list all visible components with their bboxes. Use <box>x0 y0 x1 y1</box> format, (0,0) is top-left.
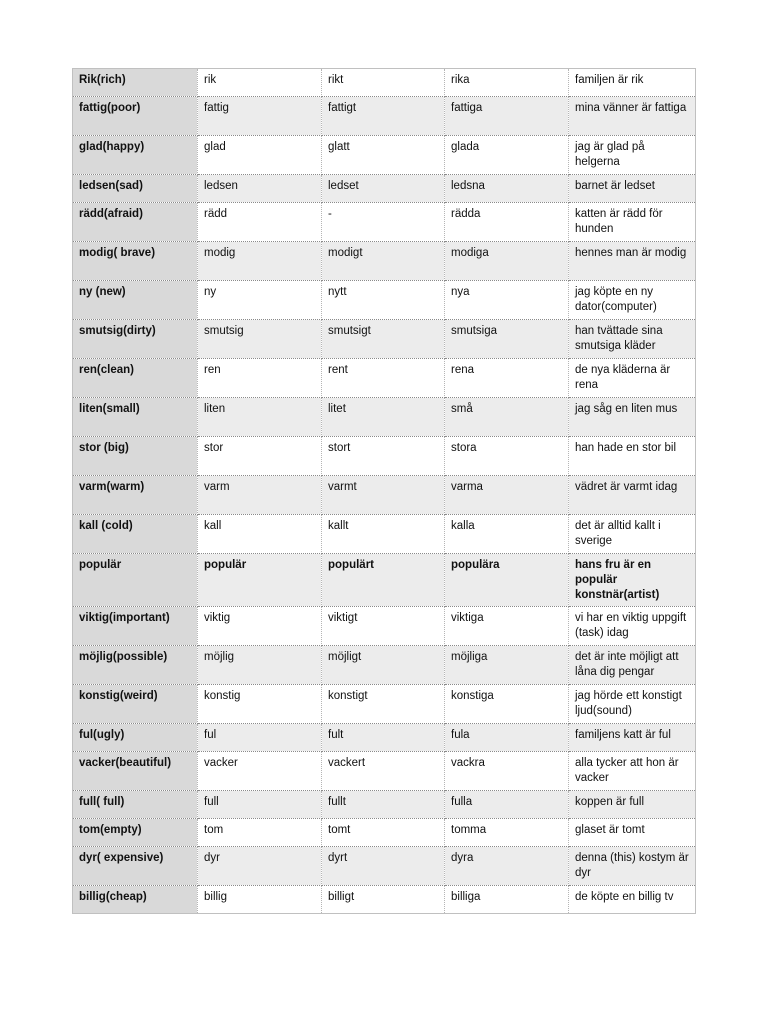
table-row <box>73 847 696 886</box>
example-sentence-cell: hennes man är modig <box>569 242 696 281</box>
adjective-cell: vacker(beautiful) <box>73 752 198 791</box>
plural-form-cell: möjliga <box>445 646 569 685</box>
adjective-cell: viktig(important) <box>73 607 198 646</box>
table-row <box>73 69 696 97</box>
table-row <box>73 359 696 398</box>
example-sentence-cell: familjens katt är ful <box>569 724 696 752</box>
plural-form-cell: vackra <box>445 752 569 791</box>
table-row <box>73 607 696 646</box>
adjective-cell: konstig(weird) <box>73 685 198 724</box>
example-sentence-cell: familjen är rik <box>569 69 696 97</box>
table-row <box>73 136 696 175</box>
plural-form-cell: stora <box>445 437 569 476</box>
plural-form-cell: populära <box>445 554 569 607</box>
ett-form-cell: varmt <box>322 476 445 515</box>
adjective-cell: dyr( expensive) <box>73 847 198 886</box>
en-form-cell: ny <box>198 281 322 320</box>
example-sentence-cell: jag är glad på helgerna <box>569 136 696 175</box>
table-row <box>73 242 696 281</box>
en-form-cell: full <box>198 791 322 819</box>
table-row <box>73 724 696 752</box>
plural-form-cell: viktiga <box>445 607 569 646</box>
en-form-cell: ren <box>198 359 322 398</box>
adjective-cell: kall (cold) <box>73 515 198 554</box>
table-row <box>73 175 696 203</box>
example-sentence-cell: koppen är full <box>569 791 696 819</box>
ett-form-cell: smutsigt <box>322 320 445 359</box>
adjective-cell: tom(empty) <box>73 819 198 847</box>
en-form-cell: glad <box>198 136 322 175</box>
plural-form-cell: fulla <box>445 791 569 819</box>
plural-form-cell: rädda <box>445 203 569 242</box>
adjective-cell: ny (new) <box>73 281 198 320</box>
adjective-cell: ledsen(sad) <box>73 175 198 203</box>
plural-form-cell: dyra <box>445 847 569 886</box>
ett-form-cell: modigt <box>322 242 445 281</box>
plural-form-cell: konstiga <box>445 685 569 724</box>
en-form-cell: konstig <box>198 685 322 724</box>
en-form-cell: stor <box>198 437 322 476</box>
adjective-cell: smutsig(dirty) <box>73 320 198 359</box>
example-sentence-cell: katten är rädd för hunden <box>569 203 696 242</box>
plural-form-cell: fattiga <box>445 97 569 136</box>
en-form-cell: fattig <box>198 97 322 136</box>
table-row <box>73 320 696 359</box>
adjective-cell: populär <box>73 554 198 607</box>
example-sentence-cell: det är inte möjligt att låna dig pengar <box>569 646 696 685</box>
adjective-cell: fattig(poor) <box>73 97 198 136</box>
adjective-cell: modig( brave) <box>73 242 198 281</box>
table-row <box>73 97 696 136</box>
plural-form-cell: små <box>445 398 569 437</box>
en-form-cell: möjlig <box>198 646 322 685</box>
table-row <box>73 281 696 320</box>
ett-form-cell: - <box>322 203 445 242</box>
ett-form-cell: populärt <box>322 554 445 607</box>
en-form-cell: liten <box>198 398 322 437</box>
table-row <box>73 886 696 914</box>
plural-form-cell: smutsiga <box>445 320 569 359</box>
adjective-cell: varm(warm) <box>73 476 198 515</box>
en-form-cell: dyr <box>198 847 322 886</box>
ett-form-cell: stort <box>322 437 445 476</box>
adjective-cell: glad(happy) <box>73 136 198 175</box>
example-sentence-cell: jag såg en liten mus <box>569 398 696 437</box>
vocabulary-table <box>72 68 696 914</box>
ett-form-cell: nytt <box>322 281 445 320</box>
table-row <box>73 203 696 242</box>
plural-form-cell: nya <box>445 281 569 320</box>
example-sentence-cell: jag hörde ett konstigt ljud(sound) <box>569 685 696 724</box>
en-form-cell: ledsen <box>198 175 322 203</box>
ett-form-cell: ledset <box>322 175 445 203</box>
en-form-cell: kall <box>198 515 322 554</box>
plural-form-cell: glada <box>445 136 569 175</box>
en-form-cell: ful <box>198 724 322 752</box>
en-form-cell: vacker <box>198 752 322 791</box>
en-form-cell: rädd <box>198 203 322 242</box>
table-row <box>73 476 696 515</box>
table-row <box>73 752 696 791</box>
ett-form-cell: dyrt <box>322 847 445 886</box>
table-row <box>73 791 696 819</box>
ett-form-cell: glatt <box>322 136 445 175</box>
adjective-cell: liten(small) <box>73 398 198 437</box>
plural-form-cell: fula <box>445 724 569 752</box>
ett-form-cell: billigt <box>322 886 445 914</box>
ett-form-cell: konstigt <box>322 685 445 724</box>
en-form-cell: tom <box>198 819 322 847</box>
adjective-cell: billig(cheap) <box>73 886 198 914</box>
adjective-cell: full( full) <box>73 791 198 819</box>
example-sentence-cell: hans fru är en populär konstnär(artist) <box>569 554 696 607</box>
adjective-cell: rädd(afraid) <box>73 203 198 242</box>
example-sentence-cell: alla tycker att hon är vacker <box>569 752 696 791</box>
example-sentence-cell: vi har en viktig uppgift (task) idag <box>569 607 696 646</box>
example-sentence-cell: han tvättade sina smutsiga kläder <box>569 320 696 359</box>
plural-form-cell: rika <box>445 69 569 97</box>
ett-form-cell: rent <box>322 359 445 398</box>
adjective-cell: stor (big) <box>73 437 198 476</box>
en-form-cell: rik <box>198 69 322 97</box>
table-row <box>73 515 696 554</box>
plural-form-cell: tomma <box>445 819 569 847</box>
adjective-cell: ful(ugly) <box>73 724 198 752</box>
en-form-cell: populär <box>198 554 322 607</box>
ett-form-cell: litet <box>322 398 445 437</box>
adjective-cell: Rik(rich) <box>73 69 198 97</box>
ett-form-cell: viktigt <box>322 607 445 646</box>
ett-form-cell: möjligt <box>322 646 445 685</box>
example-sentence-cell: han hade en stor bil <box>569 437 696 476</box>
en-form-cell: billig <box>198 886 322 914</box>
table-row <box>73 554 696 607</box>
ett-form-cell: kallt <box>322 515 445 554</box>
example-sentence-cell: barnet är ledset <box>569 175 696 203</box>
example-sentence-cell: jag köpte en ny dator(computer) <box>569 281 696 320</box>
plural-form-cell: rena <box>445 359 569 398</box>
example-sentence-cell: det är alltid kallt i sverige <box>569 515 696 554</box>
table-row <box>73 398 696 437</box>
table-row <box>73 437 696 476</box>
en-form-cell: smutsig <box>198 320 322 359</box>
en-form-cell: varm <box>198 476 322 515</box>
ett-form-cell: vackert <box>322 752 445 791</box>
table-row <box>73 685 696 724</box>
en-form-cell: viktig <box>198 607 322 646</box>
ett-form-cell: rikt <box>322 69 445 97</box>
adjective-cell: ren(clean) <box>73 359 198 398</box>
ett-form-cell: fattigt <box>322 97 445 136</box>
example-sentence-cell: glaset är tomt <box>569 819 696 847</box>
example-sentence-cell: denna (this) kostym är dyr <box>569 847 696 886</box>
example-sentence-cell: de köpte en billig tv <box>569 886 696 914</box>
plural-form-cell: varma <box>445 476 569 515</box>
table-row <box>73 646 696 685</box>
adjective-cell: möjlig(possible) <box>73 646 198 685</box>
plural-form-cell: kalla <box>445 515 569 554</box>
example-sentence-cell: de nya kläderna är rena <box>569 359 696 398</box>
plural-form-cell: billiga <box>445 886 569 914</box>
plural-form-cell: modiga <box>445 242 569 281</box>
ett-form-cell: fult <box>322 724 445 752</box>
ett-form-cell: fullt <box>322 791 445 819</box>
en-form-cell: modig <box>198 242 322 281</box>
plural-form-cell: ledsna <box>445 175 569 203</box>
example-sentence-cell: mina vänner är fattiga <box>569 97 696 136</box>
table-row <box>73 819 696 847</box>
example-sentence-cell: vädret är varmt idag <box>569 476 696 515</box>
vocabulary-table-body <box>73 69 696 914</box>
ett-form-cell: tomt <box>322 819 445 847</box>
